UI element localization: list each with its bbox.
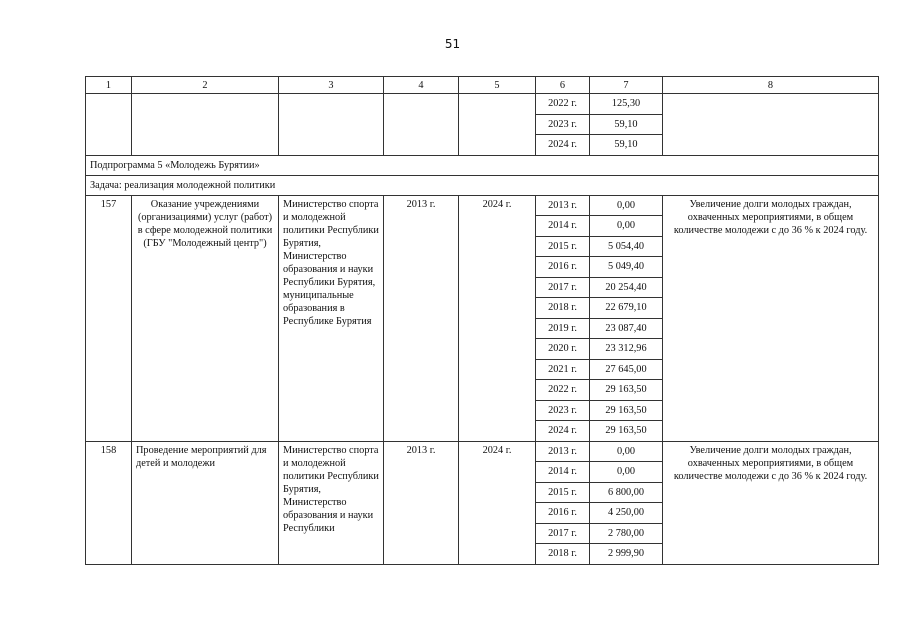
amount-cell: 20 254,40 bbox=[590, 277, 663, 298]
header-cell: 3 bbox=[279, 77, 384, 94]
amount-cell: 59,10 bbox=[590, 135, 663, 156]
year-cell: 2017 г. bbox=[536, 277, 590, 298]
amount-cell: 5 049,40 bbox=[590, 257, 663, 278]
empty-cell bbox=[132, 94, 279, 156]
header-cell: 8 bbox=[663, 77, 879, 94]
item-result: Увеличение долги молодых граждан, охваченных мероприятиями, в общем количестве молодежи с до 36 % к 2024 году. bbox=[663, 441, 879, 564]
table-row bbox=[86, 195, 879, 216]
year-cell: 2022 г. bbox=[536, 380, 590, 401]
amount-cell: 27 645,00 bbox=[590, 359, 663, 380]
item-start-year: 2013 г. bbox=[384, 195, 459, 441]
empty-cell bbox=[86, 94, 132, 156]
header-cell: 5 bbox=[459, 77, 536, 94]
table-row bbox=[86, 94, 879, 115]
item-name: Проведение мероприятий для детей и молодежи bbox=[132, 441, 279, 564]
year-cell: 2016 г. bbox=[536, 257, 590, 278]
amount-cell: 0,00 bbox=[590, 195, 663, 216]
year-cell: 2024 г. bbox=[536, 421, 590, 442]
year-cell: 2015 г. bbox=[536, 482, 590, 503]
table-header-row bbox=[86, 77, 879, 94]
amount-cell: 125,30 bbox=[590, 94, 663, 115]
empty-cell bbox=[459, 94, 536, 156]
amount-cell: 0,00 bbox=[590, 216, 663, 237]
empty-cell bbox=[663, 94, 879, 156]
item-end-year: 2024 г. bbox=[459, 195, 536, 441]
item-end-year: 2024 г. bbox=[459, 441, 536, 564]
header-cell: 1 bbox=[86, 77, 132, 94]
year-cell: 2014 г. bbox=[536, 462, 590, 483]
year-cell: 2015 г. bbox=[536, 236, 590, 257]
header-cell: 7 bbox=[590, 77, 663, 94]
table-row bbox=[86, 175, 879, 195]
item-result: Увеличение долги молодых граждан, охваченных мероприятиями, в общем количестве молодежи с до 36 % к 2024 году. bbox=[663, 195, 879, 441]
header-cell: 4 bbox=[384, 77, 459, 94]
year-cell: 2021 г. bbox=[536, 359, 590, 380]
year-cell: 2017 г. bbox=[536, 523, 590, 544]
year-cell: 2020 г. bbox=[536, 339, 590, 360]
item-number: 158 bbox=[86, 441, 132, 564]
amount-cell: 2 999,90 bbox=[590, 544, 663, 565]
amount-cell: 29 163,50 bbox=[590, 400, 663, 421]
year-cell: 2019 г. bbox=[536, 318, 590, 339]
task-title: Задача: реализация молодежной политики bbox=[86, 175, 879, 195]
item-executor: Министерство спорта и молодежной политики Республики Бурятия, Министерство образования и науки Республики Бурятия, муниципальные образования в Республике Бурятия bbox=[279, 195, 384, 441]
year-cell: 2016 г. bbox=[536, 503, 590, 524]
year-cell: 2024 г. bbox=[536, 135, 590, 156]
amount-cell: 6 800,00 bbox=[590, 482, 663, 503]
year-cell: 2022 г. bbox=[536, 94, 590, 115]
item-name: Оказание учреждениями (организациями) услуг (работ) в сфере молодежной политики (ГБУ "Молодежный центр") bbox=[132, 195, 279, 441]
year-cell: 2018 г. bbox=[536, 298, 590, 319]
year-cell: 2023 г. bbox=[536, 114, 590, 135]
item-executor: Министерство спорта и молодежной политики Республики Бурятия, Министерство образования и науки Республики bbox=[279, 441, 384, 564]
amount-cell: 59,10 bbox=[590, 114, 663, 135]
item-number: 157 bbox=[86, 195, 132, 441]
empty-cell bbox=[384, 94, 459, 156]
table-row bbox=[86, 155, 879, 175]
amount-cell: 5 054,40 bbox=[590, 236, 663, 257]
amount-cell: 29 163,50 bbox=[590, 421, 663, 442]
amount-cell: 0,00 bbox=[590, 462, 663, 483]
amount-cell: 23 312,96 bbox=[590, 339, 663, 360]
amount-cell: 2 780,00 bbox=[590, 523, 663, 544]
program-table bbox=[85, 76, 879, 565]
subprogram-title: Подпрограмма 5 «Молодежь Бурятии» bbox=[86, 155, 879, 175]
page-number: 51 bbox=[444, 37, 461, 51]
amount-cell: 29 163,50 bbox=[590, 380, 663, 401]
amount-cell: 23 087,40 bbox=[590, 318, 663, 339]
header-cell: 2 bbox=[132, 77, 279, 94]
amount-cell: 22 679,10 bbox=[590, 298, 663, 319]
table-row bbox=[86, 441, 879, 462]
year-cell: 2013 г. bbox=[536, 441, 590, 462]
year-cell: 2018 г. bbox=[536, 544, 590, 565]
year-cell: 2014 г. bbox=[536, 216, 590, 237]
amount-cell: 0,00 bbox=[590, 441, 663, 462]
year-cell: 2013 г. bbox=[536, 195, 590, 216]
empty-cell bbox=[279, 94, 384, 156]
amount-cell: 4 250,00 bbox=[590, 503, 663, 524]
header-cell: 6 bbox=[536, 77, 590, 94]
year-cell: 2023 г. bbox=[536, 400, 590, 421]
item-start-year: 2013 г. bbox=[384, 441, 459, 564]
